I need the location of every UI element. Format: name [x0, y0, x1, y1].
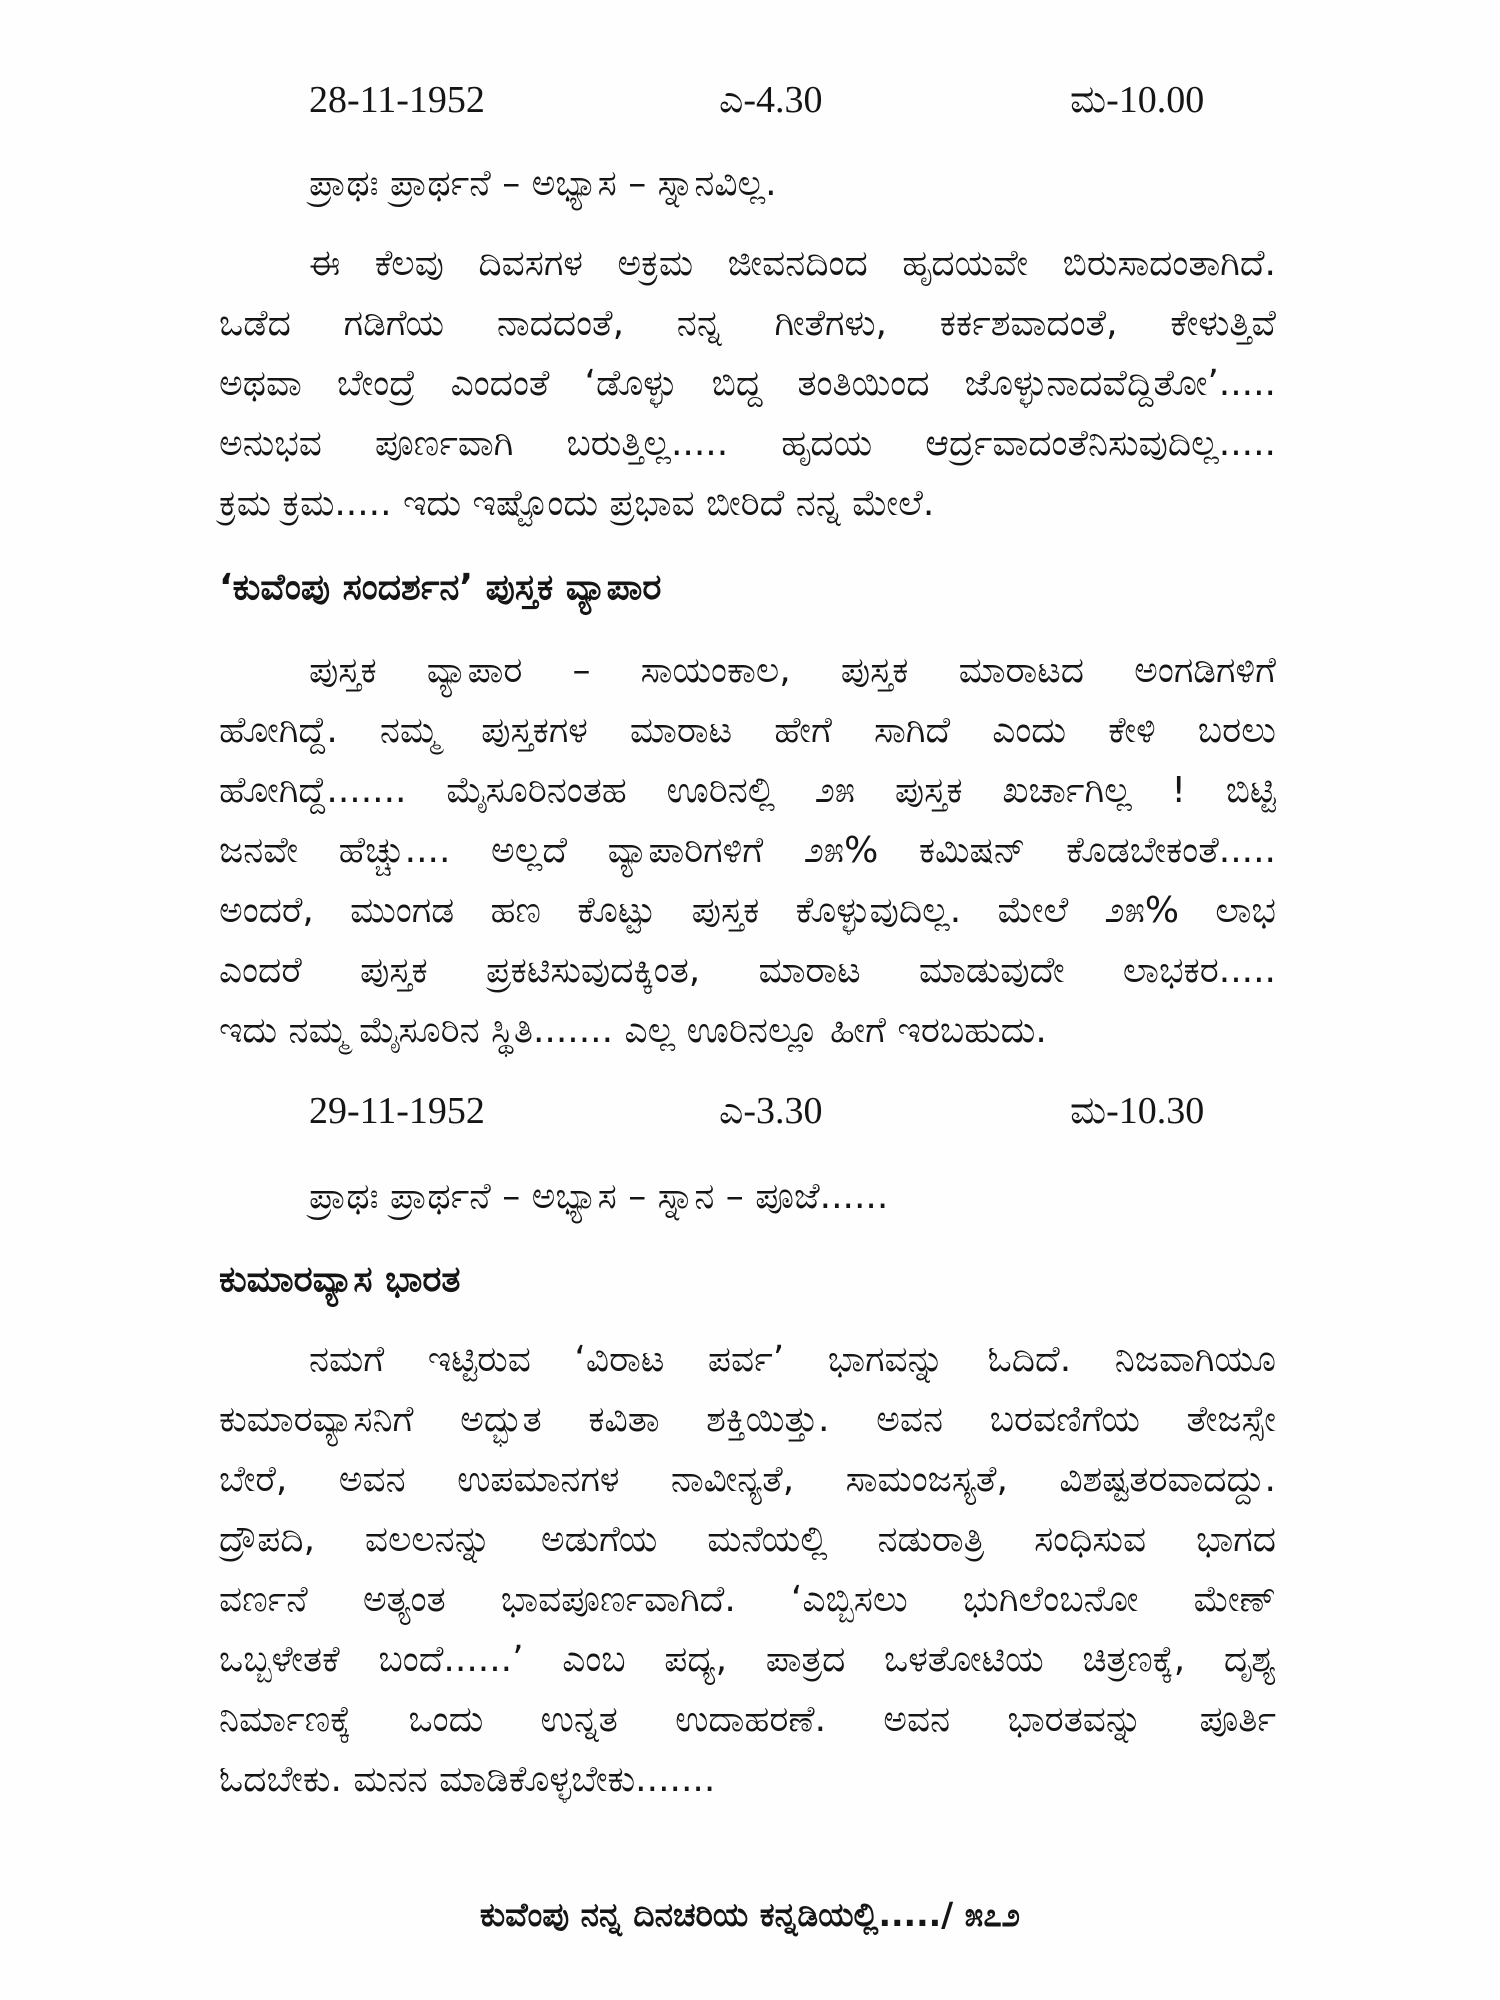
section-heading: ‘ಕುವೆಂಪು ಸಂದರ್ಶನ’ ಪುಸ್ತಕ ವ್ಯಾಪಾರ: [219, 567, 662, 608]
body-line: ಹೋಗಿದ್ದೆ....... ಮೈಸೂರಿನಂತಹ ಊರಿನಲ್ಲಿ ೨೫ ಪುಸ್ತಕ ಖರ್ಚಾಗಿಲ್ಲ ! ಬಿಟ್ಟಿ: [219, 770, 1276, 811]
body-line: ಒಬ್ಬಳೇತಕೆ ಬಂದೆ......’ ಎಂಬ ಪದ್ಯ, ಪಾತ್ರದ ಒಳತೋಟಿಯ ಚಿತ್ರಣಕ್ಕೆ, ದೃಶ್ಯ: [219, 1639, 1276, 1680]
body-line: ದ್ರೌಪದಿ, ವಲಲನನ್ನು ಅಡುಗೆಯ ಮನೆಯಲ್ಲಿ ನಡುರಾತ್ರಿ ಸಂಧಿಸುವ ಭಾಗದ: [219, 1519, 1276, 1560]
entry-date: 28-11-1952: [309, 79, 485, 121]
body-line: ಈ ಕೆಲವು ದಿವಸಗಳ ಅಕ್ರಮ ಜೀವನದಿಂದ ಹೃದಯವೇ ಬಿರುಸಾದಂತಾಗಿದೆ.: [309, 243, 1276, 284]
page-number: ೫೭೨: [964, 1895, 1021, 1934]
body-line: ಅಂದರೆ, ಮುಂಗಡ ಹಣ ಕೊಟ್ಟು ಪುಸ್ತಕ ಕೊಳ್ಳುವುದಿಲ್ಲ. ಮೇಲೆ ೨೫% ಲಾಭ: [219, 890, 1276, 931]
body-line: ಓದಬೇಕು. ಮನನ ಮಾಡಿಕೊಳ್ಳಬೇಕು.......: [219, 1759, 716, 1800]
body-line: ಕ್ರಮ ಕ್ರಮ..... ಇದು ಇಷ್ಟೊಂದು ಪ್ರಭಾವ ಬೀರಿದೆ ನನ್ನ ಮೇಲೆ.: [219, 483, 935, 524]
body-line: ಜನವೇ ಹೆಚ್ಚು.... ಅಲ್ಲದೆ ವ್ಯಾಪಾರಿಗಳಿಗೆ ೨೫% ಕಮಿಷನ್ ಕೊಡಬೇಕಂತೆ.....: [219, 830, 1276, 871]
page-footer: [0, 1885, 1500, 1945]
body-line: ಇದು ನಮ್ಮ ಮೈಸೂರಿನ ಸ್ಥಿತಿ....... ಎಲ್ಲ ಊರಿನಲ್ಲೂ ಹೀಗೆ ಇರಬಹುದು.: [219, 1010, 1047, 1051]
body-line: ಎಂದರೆ ಪುಸ್ತಕ ಪ್ರಕಟಿಸುವುದಕ್ಕಿಂತ, ಮಾರಾಟ ಮಾಡುವುದೇ ಲಾಭಕರ.....: [219, 950, 1276, 991]
body-line: ವರ್ಣನೆ ಅತ್ಯಂತ ಭಾವಪೂರ್ಣವಾಗಿದೆ. ‘ಎಬ್ಬಿಸಲು ಭುಗಿಲೆಂಬನೋ ಮೇಣ್: [219, 1579, 1276, 1620]
body-line: ಬೇರೆ, ಅವನ ಉಪಮಾನಗಳ ನಾವೀನ್ಯತೆ, ಸಾಮಂಜಸ್ಯತೆ, ವಿಶಷ್ಟತರವಾದದ್ದು.: [219, 1459, 1276, 1500]
section-paragraph: [219, 1330, 1276, 1810]
body-line: ನಮಗೆ ಇಟ್ಟಿರುವ ‘ವಿರಾಟ ಪರ್ವ’ ಭಾಗವನ್ನು ಓದಿದೆ. ನಿಜವಾಗಿಯೂ: [309, 1339, 1276, 1380]
sleep-time: ಮ-10.00: [1070, 79, 1205, 121]
diary-date-row: [219, 70, 1276, 130]
body-line: ಕುಮಾರವ್ಯಾಸನಿಗೆ ಅದ್ಭುತ ಕವಿತಾ ಶಕ್ತಿಯಿತ್ತು. ಅವನ ಬರವಣಿಗೆಯ ತೇಜಸ್ಸೇ: [219, 1399, 1276, 1440]
wake-time: ಎ-4.30: [719, 79, 823, 121]
diary-paragraph: [219, 234, 1276, 534]
body-line: ಪುಸ್ತಕ ವ್ಯಾಪಾರ – ಸಾಯಂಕಾಲ, ಪುಸ್ತಕ ಮಾರಾಟದ ಅಂಗಡಿಗಳಿಗೆ: [309, 650, 1276, 691]
section-heading: ಕುಮಾರವ್ಯಾಸ ಭಾರತ: [219, 1259, 461, 1300]
book-title: ಕುವೆಂಪು ನನ್ನ ದಿನಚರಿಯ ಕನ್ನಡಿಯಲ್ಲಿ...../: [479, 1895, 954, 1934]
body-line: ಒಡೆದ ಗಡಿಗೆಯ ನಾದದಂತೆ, ನನ್ನ ಗೀತೆಗಳು, ಕರ್ಕಶವಾದಂತೆ, ಕೇಳುತ್ತಿವೆ: [219, 303, 1276, 344]
sleep-time: ಮ-10.30: [1070, 1090, 1205, 1132]
body-line: ಹೋಗಿದ್ದೆ. ನಮ್ಮ ಪುಸ್ತಕಗಳ ಮಾರಾಟ ಹೇಗೆ ಸಾಗಿದೆ ಎಂದು ಕೇಳಿ ಬರಲು: [219, 710, 1276, 751]
body-line: ಅಥವಾ ಬೇಂದ್ರೆ ಎಂದಂತೆ ‘ಡೊಳ್ಳು ಬಿದ್ದ ತಂತಿಯಿಂದ ಜೊಳ್ಳುನಾದವೆದ್ದಿತೋ’.....: [219, 363, 1276, 404]
body-line: ಅನುಭವ ಪೂರ್ಣವಾಗಿ ಬರುತ್ತಿಲ್ಲ..... ಹೃದಯ ಆರ್ದ್ರವಾದಂತೆನಿಸುವುದಿಲ್ಲ.....: [219, 423, 1276, 464]
page-body: [219, 70, 1276, 1810]
routine-line: ಪ್ರಾಥಃ ಪ್ರಾರ್ಥನೆ – ಅಭ್ಯಾಸ – ಸ್ನಾನ – ಪೂಜೆ......: [309, 1176, 889, 1217]
wake-time: ಎ-3.30: [719, 1090, 823, 1132]
diary-date-row: [219, 1081, 1276, 1141]
body-line: ನಿರ್ಮಾಣಕ್ಕೆ ಒಂದು ಉನ್ನತ ಉದಾಹರಣೆ. ಅವನ ಭಾರತವನ್ನು ಪೂರ್ತಿ: [219, 1699, 1276, 1740]
routine-line: ಪ್ರಾಥಃ ಪ್ರಾರ್ಥನೆ – ಅಭ್ಯಾಸ – ಸ್ನಾನವಿಲ್ಲ.: [309, 163, 777, 204]
section-paragraph: [219, 641, 1276, 1061]
entry-date: 29-11-1952: [309, 1090, 485, 1132]
